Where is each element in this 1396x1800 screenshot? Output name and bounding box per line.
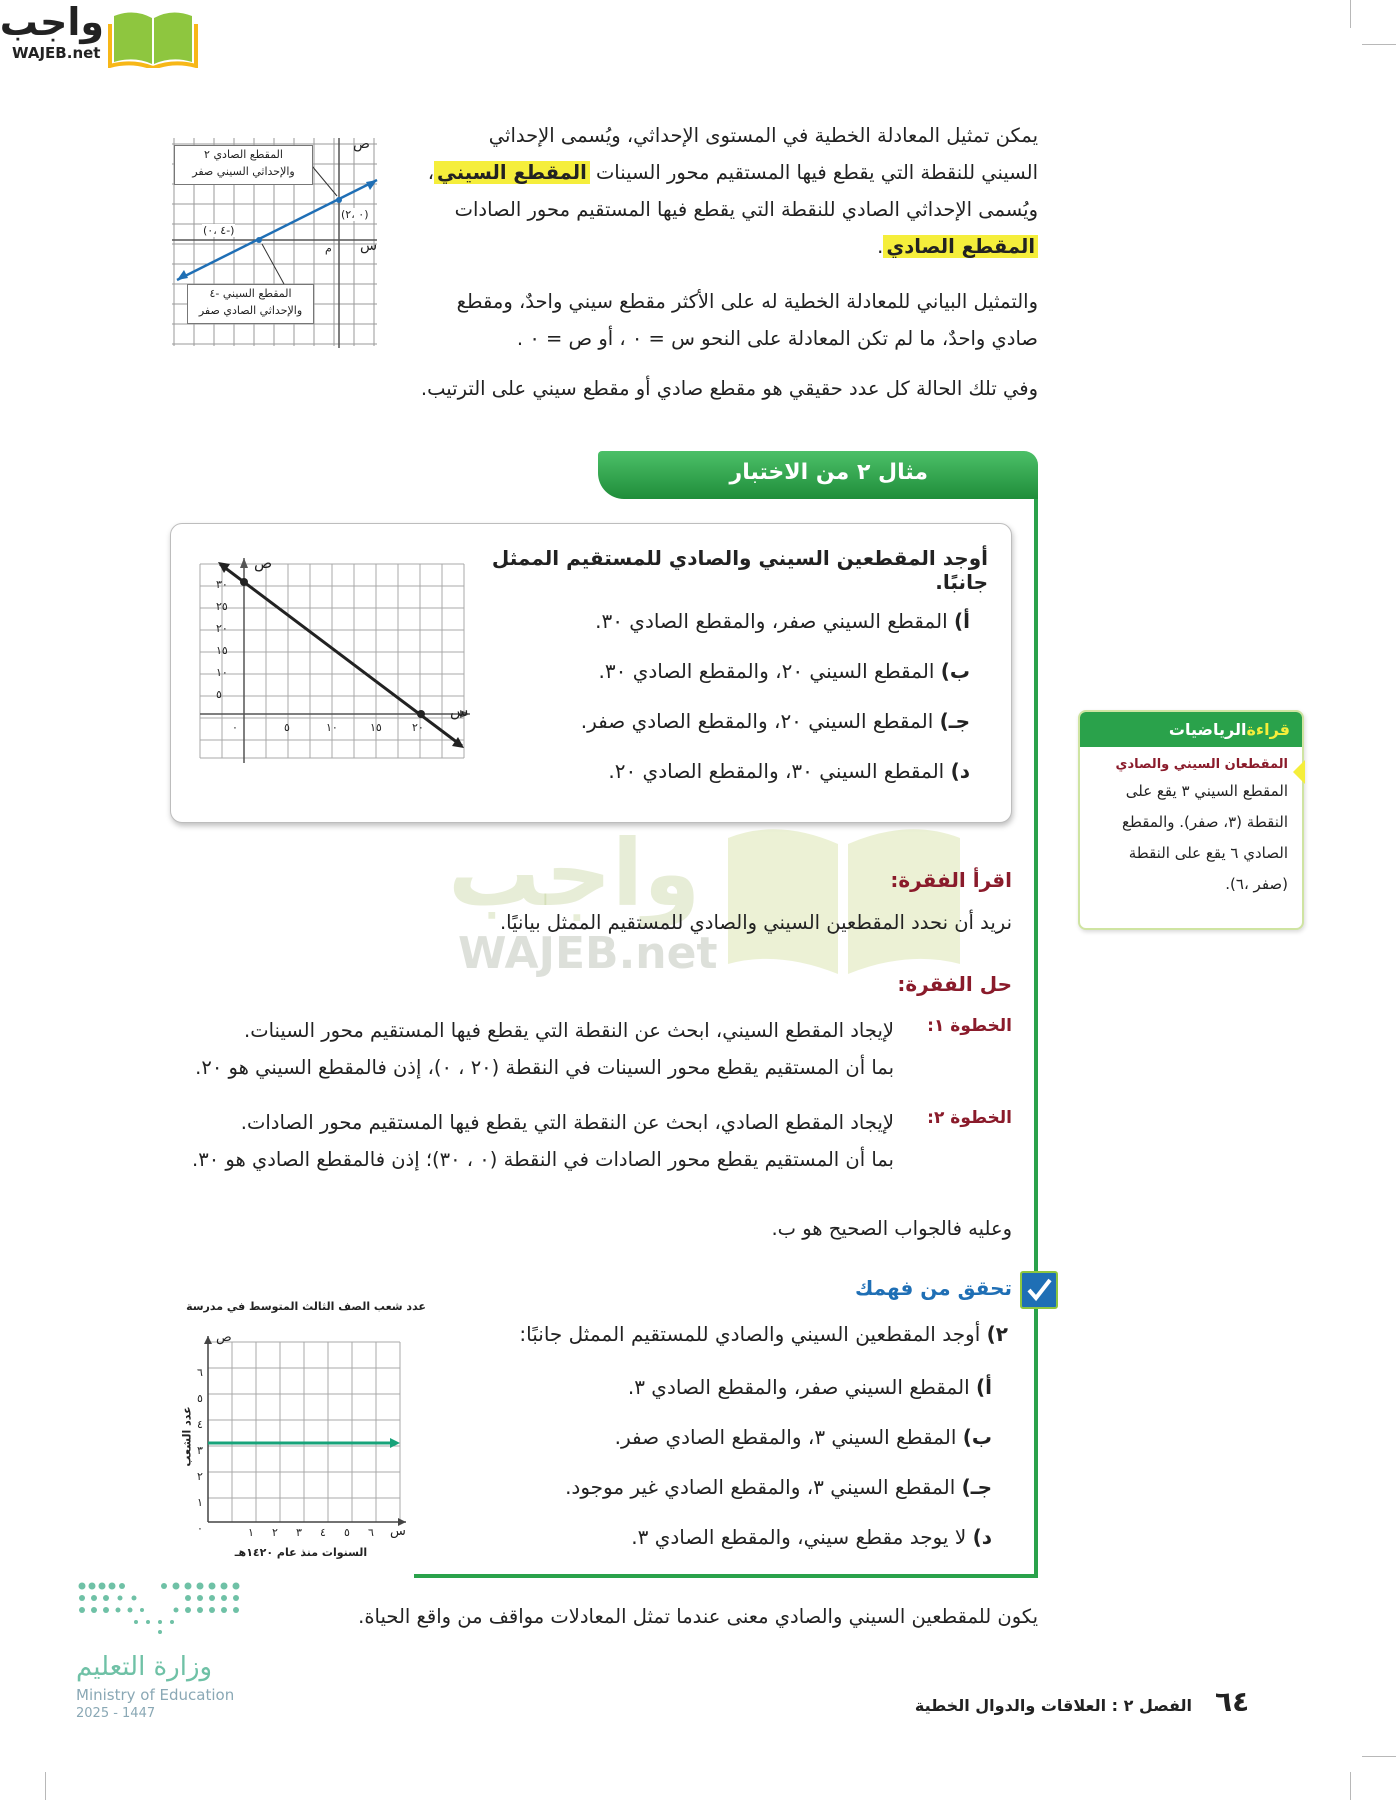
x-axis-title: السنوات منذ عام ١٤٢٠هـ — [234, 1546, 368, 1559]
y-tick: ١٠ — [216, 666, 228, 679]
intro-line: السيني للنقطة التي يقطع فيها المستقيم محور السينات — [595, 161, 1038, 184]
banner-notch — [580, 487, 602, 499]
page-number: ٦٤ — [1215, 1685, 1250, 1718]
ministry-logo — [76, 1578, 256, 1728]
sidebar-title-b: الرياضيات — [1168, 720, 1247, 739]
reading-math-sidebar — [1078, 710, 1304, 930]
option-text: المقطع السيني صفر، والمقطع الصادي ٣. — [627, 1375, 970, 1399]
point-y-label: (٠ ،٢) — [341, 208, 369, 221]
step2-text — [150, 1104, 894, 1178]
y-axis-label: ص — [353, 136, 370, 152]
option-letter: د) — [972, 1525, 992, 1549]
option-d[interactable] — [530, 746, 970, 796]
step1-text — [150, 1012, 894, 1086]
y-intercept-point — [240, 578, 248, 586]
question-text: أوجد المقطعين السيني والصادي للمستقيم الممثل جانبًا: — [519, 1322, 981, 1346]
option-text: المقطع السيني ٢٠، والمقطع الصادي ٣٠. — [598, 659, 935, 683]
option-letter: جـ) — [939, 709, 970, 733]
example-frame-bottom — [414, 1574, 1038, 1578]
example-banner — [598, 451, 1038, 499]
x-tick: ٢٠ — [412, 721, 424, 734]
crop-mark — [1350, 1772, 1351, 1800]
option-c[interactable] — [540, 1462, 992, 1512]
sidebar-line: الصادي ٦ يقع على النقطة — [1128, 844, 1288, 862]
ministry-arabic: وزارة التعليم — [76, 1652, 213, 1682]
crop-mark — [1362, 44, 1396, 45]
callout-text: المقطع السيني -٤ — [209, 287, 292, 300]
x-tick: ١ — [248, 1526, 254, 1539]
y-intercept-point — [336, 197, 342, 203]
logo-arabic: واجب — [0, 0, 104, 44]
x-tick: ٥ — [344, 1526, 350, 1539]
example-title: مثال ٢ من الاختبار — [729, 460, 928, 485]
y-tick: ٥ — [197, 1392, 203, 1405]
y-axis-label: ص — [216, 1330, 232, 1345]
sidebar-subtitle: المقطعان السيني والصادي — [1115, 757, 1288, 772]
option-letter: ب) — [962, 1425, 992, 1449]
y-tick: ٢٠ — [216, 622, 228, 635]
sidebar-body — [1080, 776, 1302, 900]
sidebar-pointer — [1293, 760, 1305, 784]
y-tick: ٤ — [197, 1418, 203, 1431]
x-axis-label: س — [360, 238, 378, 254]
intro-line: صادي واحدٌ، ما لم تكن المعادلة على النحو س = ٠ ، أو ص = ٠ . — [516, 327, 1038, 350]
y-tick: ١٥ — [216, 644, 228, 657]
watermark-book-icon — [708, 818, 978, 978]
intro-paragraph-2 — [420, 283, 1038, 357]
step1-label: الخطوة ١: — [927, 1016, 1012, 1036]
y-tick: ٣ — [197, 1444, 203, 1457]
x-tick: ٠ — [232, 721, 238, 734]
x-tick: ١٥ — [370, 721, 382, 734]
x-tick: ٢ — [272, 1526, 278, 1539]
arrow-head — [366, 180, 377, 190]
ministry-english: Ministry of Education — [76, 1686, 235, 1704]
y-tick: ٢ — [197, 1470, 203, 1483]
option-text: المقطع السيني ٣٠، والمقطع الصادي ٢٠. — [608, 759, 945, 783]
option-text: المقطع السيني ٣، والمقطع الصادي غير موجود. — [565, 1475, 956, 1499]
point-x-label: (-٤ ،٠) — [203, 224, 235, 237]
option-d[interactable] — [540, 1512, 992, 1562]
example-options — [530, 596, 970, 796]
check-heading: تحقق من فهمك — [855, 1276, 1012, 1300]
logo-latin: WAJEB.net — [12, 44, 101, 62]
option-letter: أ) — [976, 1375, 992, 1399]
x-tick: ٦ — [368, 1526, 374, 1539]
option-text: لا يوجد مقطع سيني، والمقطع الصادي ٣. — [631, 1525, 967, 1549]
callout-text: والإحداثي السيني صفر — [192, 165, 295, 178]
y-axis-title: عدد الشعب — [180, 1406, 194, 1467]
crop-mark — [1350, 0, 1351, 28]
x-tick: ١٠ — [326, 721, 338, 734]
step2-label: الخطوة ٢: — [927, 1108, 1012, 1128]
intro-paragraph-1: يمكن تمثيل المعادلة الخطية في المستوى الإحداثي، ويُسمى الإحداثي السيني للنقطة التي يقطع فيها المستقيم محور السينات المقطع السيني، ويُسمى الإحداثي الصادي للنقطة التي يقطع فيها المستقيم محور الصادات المقطع الصادي. — [420, 117, 1038, 265]
check-icon — [1020, 1271, 1058, 1309]
watermark-latin: WAJEB.net — [458, 928, 718, 979]
x-tick: ٣ — [296, 1526, 302, 1539]
sidebar-line: النقطة (٣، صفر). والمقطع — [1121, 813, 1288, 831]
sidebar-header — [1080, 712, 1302, 747]
x-intercept-point — [417, 710, 425, 718]
option-letter: د) — [950, 759, 970, 783]
callout-x-intercept — [187, 284, 314, 324]
line-graph — [220, 564, 462, 746]
step-line: بما أن المستقيم يقطع محور الصادات في النقطة (٠ ، ٣٠)؛ إذن فالمقطع الصادي هو ٣٠. — [192, 1148, 894, 1171]
callout-text: والإحداثي الصادي صفر — [198, 304, 303, 317]
example-frame-right — [1034, 470, 1038, 1578]
watermark-arabic: واجب — [448, 820, 701, 927]
callout-pointer — [312, 166, 337, 196]
term-x-intercept: المقطع السيني — [434, 161, 590, 184]
x-tick: ٥ — [284, 721, 290, 734]
sidebar-line: (صفر ،٦). — [1225, 875, 1288, 893]
y-axis-arrow — [240, 558, 248, 568]
y-tick: ٣٠ — [216, 578, 228, 591]
check-graph — [180, 1300, 426, 1560]
y-tick: ٦ — [197, 1366, 203, 1379]
arrow-head — [177, 270, 188, 280]
chapter-title: الفصل ٢ : العلاقات والدوال الخطية — [914, 1696, 1192, 1715]
y-tick-labels — [194, 1360, 206, 1542]
option-letter: ب) — [940, 659, 970, 683]
intro-line: يمكن تمثيل المعادلة الخطية في المستوى الإحداثي، ويُسمى الإحداثي — [488, 124, 1038, 147]
option-b[interactable] — [540, 1412, 992, 1462]
origin-label: م — [325, 242, 332, 255]
answer-text: وعليه فالجواب الصحيح هو ب. — [771, 1217, 1012, 1240]
option-text: المقطع السيني ٢٠، والمقطع الصادي صفر. — [580, 709, 934, 733]
option-text: المقطع السيني ٣، والمقطع الصادي صفر. — [614, 1425, 957, 1449]
option-letter: جـ) — [961, 1475, 992, 1499]
option-letter: أ) — [954, 609, 970, 633]
check-question — [488, 1322, 1008, 1346]
callout-y-intercept — [174, 145, 313, 185]
ministry-year: 2025 - 1447 — [76, 1706, 156, 1721]
crop-mark — [1362, 1756, 1396, 1757]
step-line: لإيجاد المقطع الصادي، ابحث عن النقطة التي يقطع فيها المستقيم محور الصادات. — [240, 1111, 894, 1134]
x-axis-label: س — [450, 702, 469, 720]
crop-mark — [45, 1772, 46, 1800]
closing-sentence: يكون للمقطعين السيني والصادي معنى عندما تمثل المعادلات مواقف من واقع الحياة. — [358, 1605, 1038, 1628]
x-axis-label: س — [390, 1524, 406, 1539]
wajeb-logo[interactable] — [0, 0, 190, 66]
y-tick: ٢٥ — [216, 600, 228, 613]
y-tick: ٠ — [197, 1522, 203, 1535]
intro-line: ويُسمى الإحداثي الصادي للنقطة التي يقطع فيها المستقيم محور الصادات — [454, 198, 1038, 221]
y-tick: ١ — [197, 1496, 203, 1509]
question-number: ٢) — [986, 1322, 1008, 1346]
intro-line: والتمثيل البياني للمعادلة الخطية له على الأكثر مقطع سيني واحدٌ، ومقطع — [456, 290, 1038, 313]
y-tick: ٥ — [216, 688, 222, 701]
sidebar-title-a: قراءة — [1246, 720, 1290, 739]
y-tick-labels — [216, 574, 240, 706]
graph-title: عدد شعب الصف الثالث المتوسط في مدرسة — [186, 1300, 426, 1313]
ministry-dots-icon — [76, 1578, 256, 1638]
y-axis-arrow — [204, 1336, 212, 1344]
read-text: نريد أن نحدد المقطعين السيني والصادي للمستقيم الممثل بيانيًا. — [499, 911, 1012, 934]
option-text: المقطع السيني صفر، والمقطع الصادي ٣٠. — [595, 609, 948, 633]
book-logo-icon — [108, 6, 198, 68]
term-y-intercept: المقطع الصادي — [883, 235, 1038, 258]
callout-text: المقطع الصادي ٢ — [204, 148, 283, 161]
read-heading: اقرأ الفقرة: — [890, 868, 1012, 892]
intro-graph — [172, 138, 382, 348]
option-b[interactable] — [530, 646, 970, 696]
intro-paragraph-3: وفي تلك الحالة كل عدد حقيقي هو مقطع صادي أو مقطع سيني على الترتيب. — [420, 377, 1038, 400]
solve-heading: حل الفقرة: — [897, 972, 1012, 996]
step-line: بما أن المستقيم يقطع محور السينات في النقطة (٢٠ ، ٠)، إذن فالمقطع السيني هو ٢٠. — [195, 1056, 894, 1079]
y-axis-label: ص — [254, 554, 273, 572]
option-c[interactable] — [530, 696, 970, 746]
example-graph — [198, 554, 473, 763]
option-a[interactable] — [540, 1362, 992, 1412]
x-intercept-point — [256, 237, 262, 243]
option-a[interactable] — [530, 596, 970, 646]
x-tick: ٤ — [320, 1526, 326, 1539]
example-question: أوجد المقطعين السيني والصادي للمستقيم الممثل جانبًا. — [491, 546, 988, 594]
step-line: لإيجاد المقطع السيني، ابحث عن النقطة التي يقطع فيها المستقيم محور السينات. — [244, 1019, 894, 1042]
check-options — [540, 1362, 992, 1562]
sidebar-line: المقطع السيني ٣ يقع على — [1125, 782, 1288, 800]
